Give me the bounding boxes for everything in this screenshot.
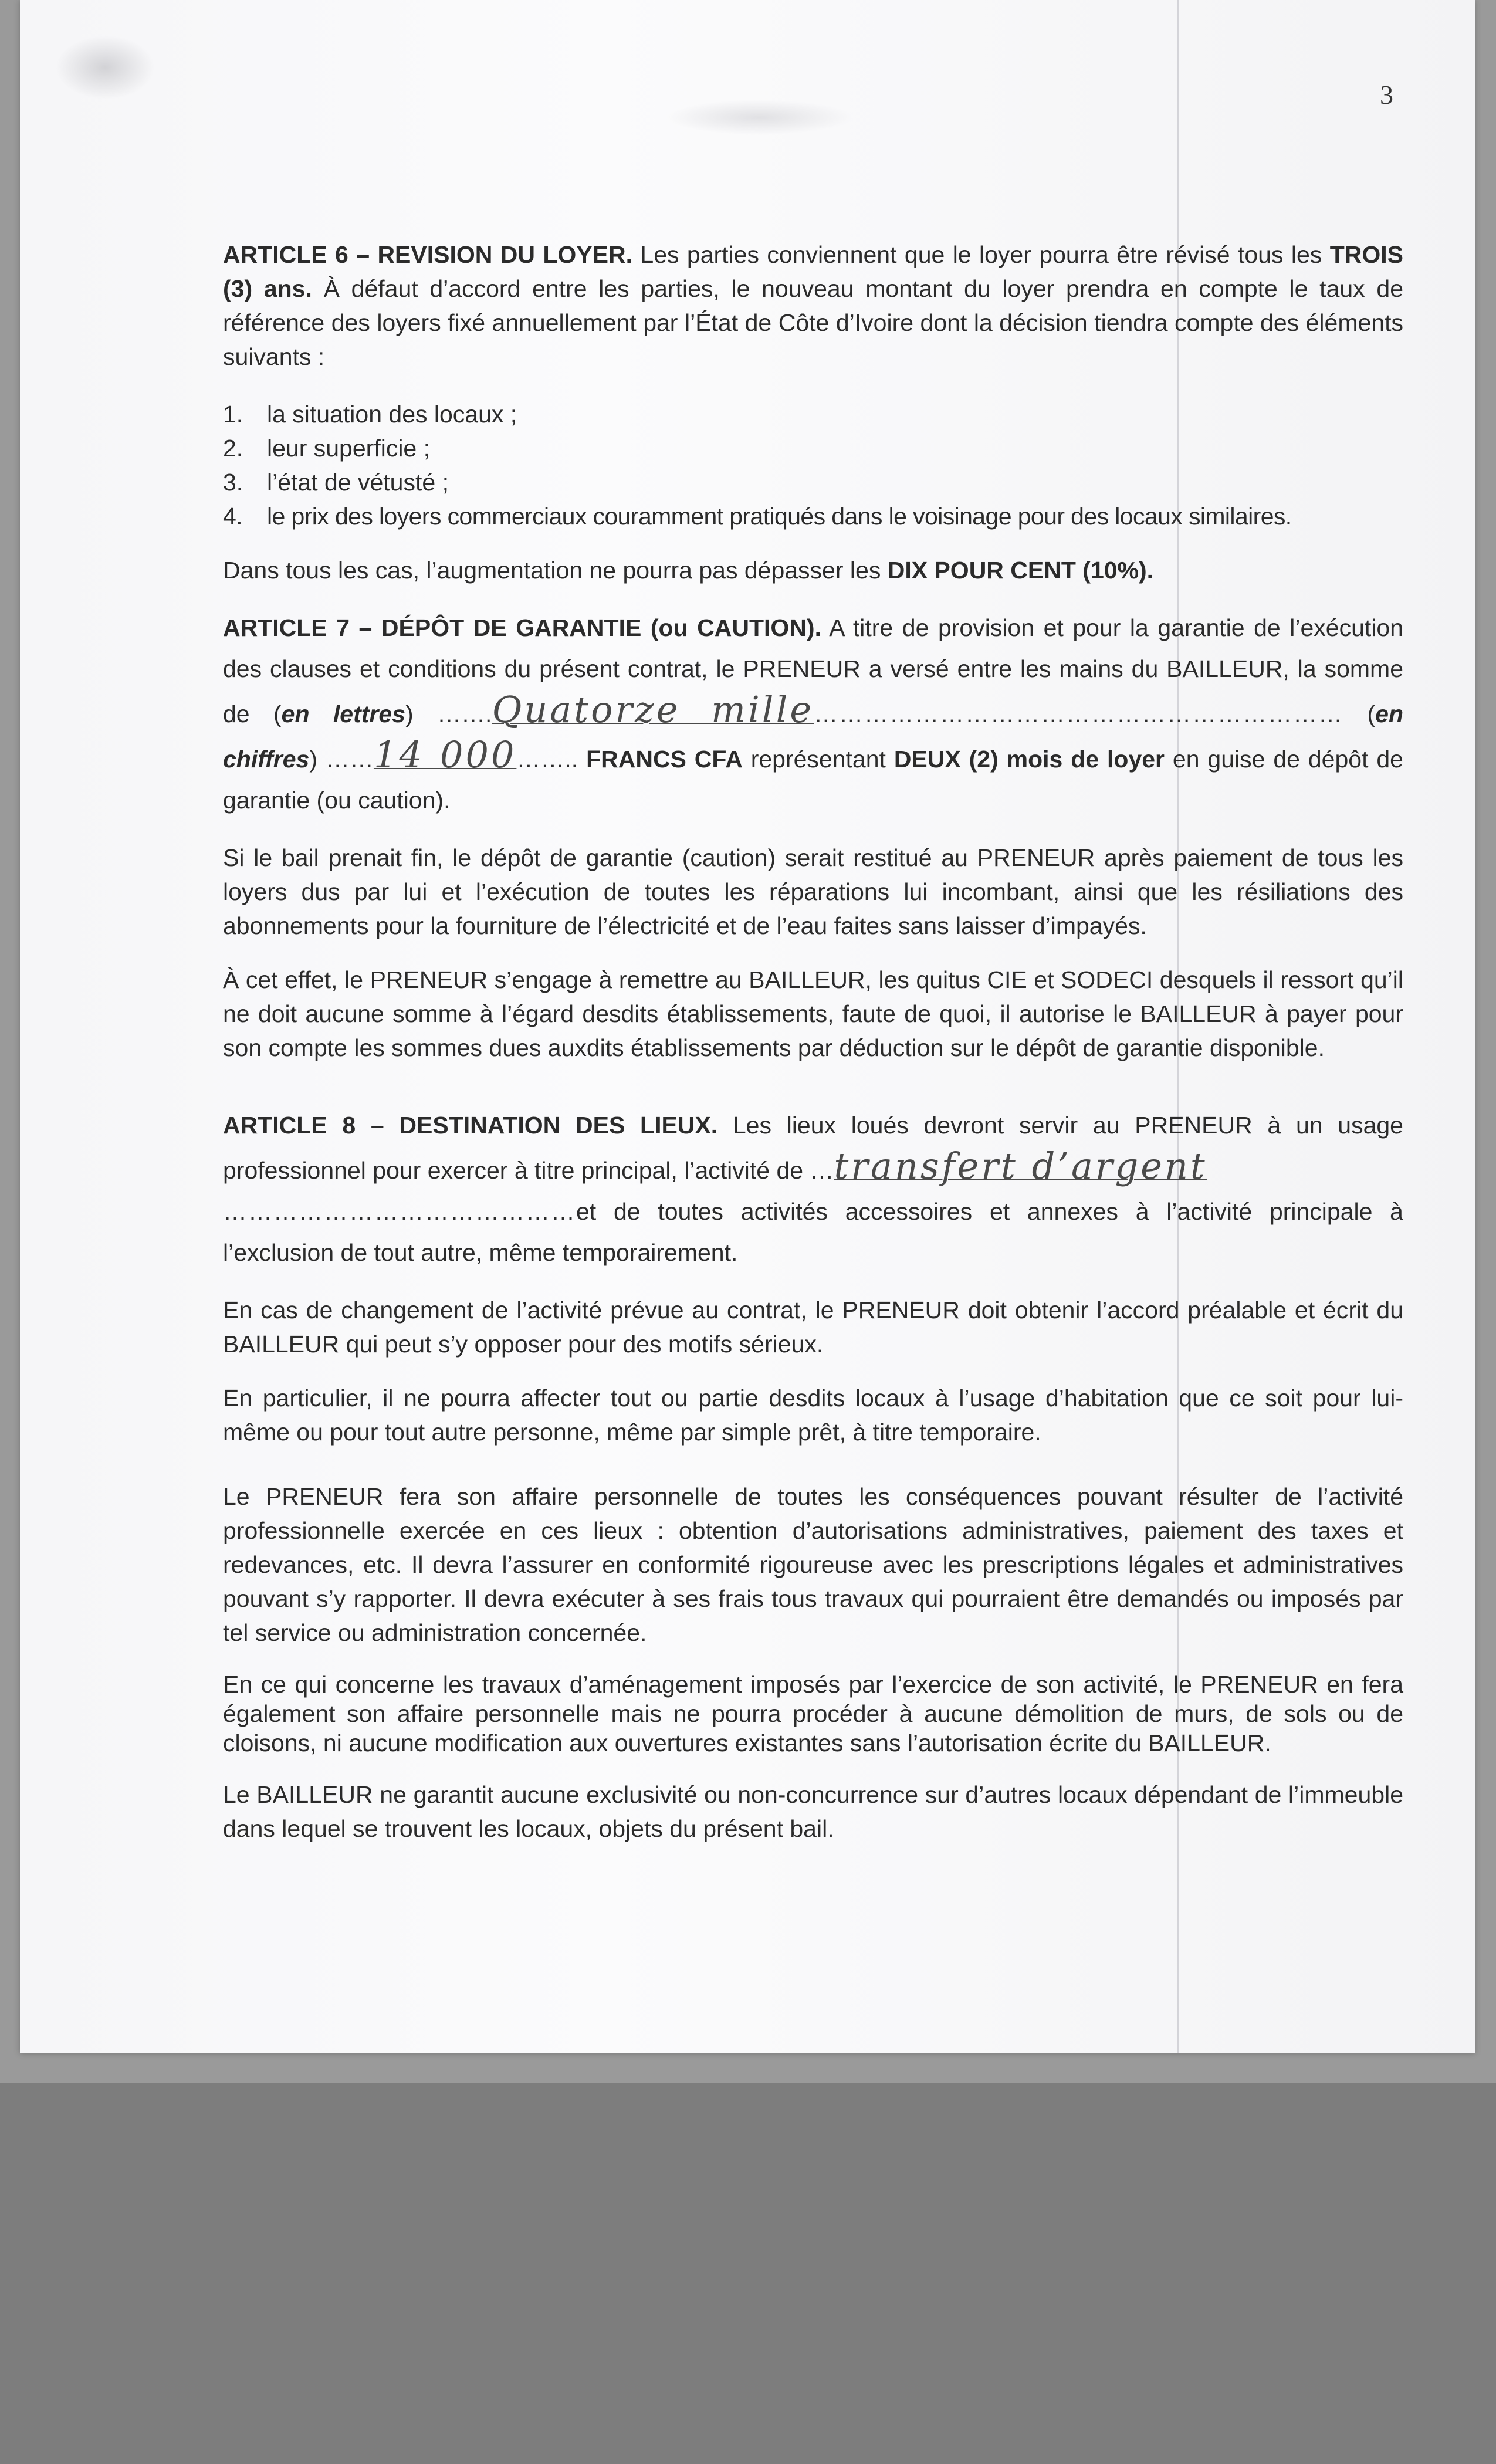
handwritten-activity: transfert d’argent [834, 1145, 1207, 1187]
article-7-heading: ARTICLE 7 – DÉPÔT DE GARANTIE (ou CAUTION). [223, 614, 821, 641]
article-7-paragraph: ARTICLE 7 – DÉPÔT DE GARANTIE (ou CAUTION). A titre de provision et pour la garantie de l’exécution des clauses et conditions du présent contrat, le PRENEUR a versé entre les mains du BAILLEUR, la somme de (en lettres) …….Quatorze mille……………………………………………………… (en chiffres) ……14 000…….. FRANCS CFA représentant DEUX (2) mois de loyer en guise de dépôt de garantie (ou caution). [223, 614, 1404, 814]
article-8-heading: ARTICLE 8 – DESTINATION DES LIEUX. [223, 1112, 718, 1139]
list-item: 1. la situation des locaux ; [223, 401, 517, 428]
handwritten-amount-figures: 14 000 [373, 733, 517, 776]
article-6-text-2: À défaut d’accord entre les parties, le nouveau montant du loyer prendra en compte le taux de référence des loyers fixé annuellement par l’État de Côte d’Ivoire dont la décision tiendra compte des éléments suivants : [223, 275, 1403, 370]
in-figures-label: en chiffres [223, 700, 1404, 773]
revision-criteria-list [223, 397, 1403, 533]
article-8-exclusivity: Le BAILLEUR ne garantit aucune exclusivité ou non-concurrence sur d’autres locaux dépendant de l’immeuble dans lequel se trouvent les locaux, objets du présent bail. [223, 1781, 1403, 1842]
in-words-label: en lettres [281, 700, 405, 727]
article-8-responsibilities: Le PRENEUR fera son affaire personnelle de toutes les conséquences pouvant résulter de l’activité professionnelle exercée en ces lieux : obtention d’autorisations administratives, paiement des taxes et redevances, etc. Il devra l’assurer en conformité rigoureuse avec les prescriptions légales et administratives pouvant s’y rapporter. Il devra exécuter à ses frais tous travaux qui pourraient être demandés ou imposés par tel service ou administration concernée. [223, 1483, 1403, 1646]
article-8-paragraph: ARTICLE 8 – DESTINATION DES LIEUX. Les lieux loués devront servir au PRENEUR à un usage professionnel pour exercer à titre principal, l’activité de …transfert d’argent ……………………………………et de toutes activités accessoires et annexes à l’activité principale à l’exclusion de tout autre, même temporairement. [223, 1112, 1403, 1266]
deposit-months: DEUX (2) mois de loyer [893, 746, 1165, 773]
spacer [223, 1085, 1403, 1105]
article-6-limit: Dans tous les cas, l’augmentation ne pourra pas dépasser les DIX POUR CENT (10%). [223, 557, 1154, 584]
list-item: 2. leur superficie ; [223, 435, 431, 462]
article-7-restitution: Si le bail prenait fin, le dépôt de garantie (caution) serait restitué au PRENEUR après paiement de tous les loyers dus par lui et l’exécution de toutes les réparations lui incombant, ainsi que les résiliations des abonnements pour la fourniture de l’électricité et de l’eau faites sans laisser d’impayés. [223, 844, 1403, 939]
article-6-paragraph [223, 238, 1403, 374]
article-8-habitation: En particulier, il ne pourra affecter tout ou partie desdits locaux à l’usage d’habitation que ce soit pour lui-même ou pour tout autre personne, même par simple prêt, à titre temporaire. [223, 1385, 1403, 1446]
article-6-text-1: Les parties conviennent que le loyer pourra être révisé tous les [632, 241, 1330, 268]
faint-stamp-mark [665, 100, 853, 135]
article-8-works: En ce qui concerne les travaux d’aménagement imposés par l’exercice de son activité, le PRENEUR en fera également son affaire personnelle mais ne pourra procéder à aucune démolition de murs, de sols ou de cloisons, ni aucune modification aux ouvertures existantes sans l’autorisation écrite du BAILLEUR. [223, 1671, 1403, 1756]
limit-percentage: DIX POUR CENT (10%). [887, 557, 1154, 584]
list-item: 4. le prix des loyers commerciaux couramment pratiqués dans le voisinage pour des locaux similaires. [223, 503, 1292, 530]
currency: FRANCS CFA [586, 746, 743, 773]
article-6-heading: ARTICLE 6 – REVISION DU LOYER. [223, 241, 633, 268]
document-body [223, 238, 1403, 1866]
page-number: 3 [1380, 80, 1393, 110]
article-6-bold-term: TROIS (3) ans. [223, 241, 1403, 302]
spacer [223, 1469, 1403, 1480]
corner-smudge [55, 35, 155, 100]
list-item: 3. l’état de vétusté ; [223, 469, 449, 496]
article-8-change-activity: En cas de changement de l’activité prévue au contrat, le PRENEUR doit obtenir l’accord préalable et écrit du BAILLEUR qui peut s’y opposer pour des motifs sérieux. [223, 1297, 1403, 1358]
article-7-quitus: À cet effet, le PRENEUR s’engage à remettre au BAILLEUR, les quitus CIE et SODECI desquels il ressort qu’il ne doit aucune somme à l’égard desdits établissements, faute de quoi, il autorise le BAILLEUR à payer pour son compte les sommes dues auxdits établissements par déduction sur le dépôt de garantie disponible. [223, 966, 1403, 1061]
handwritten-amount-words: Quatorze mille [492, 688, 814, 731]
